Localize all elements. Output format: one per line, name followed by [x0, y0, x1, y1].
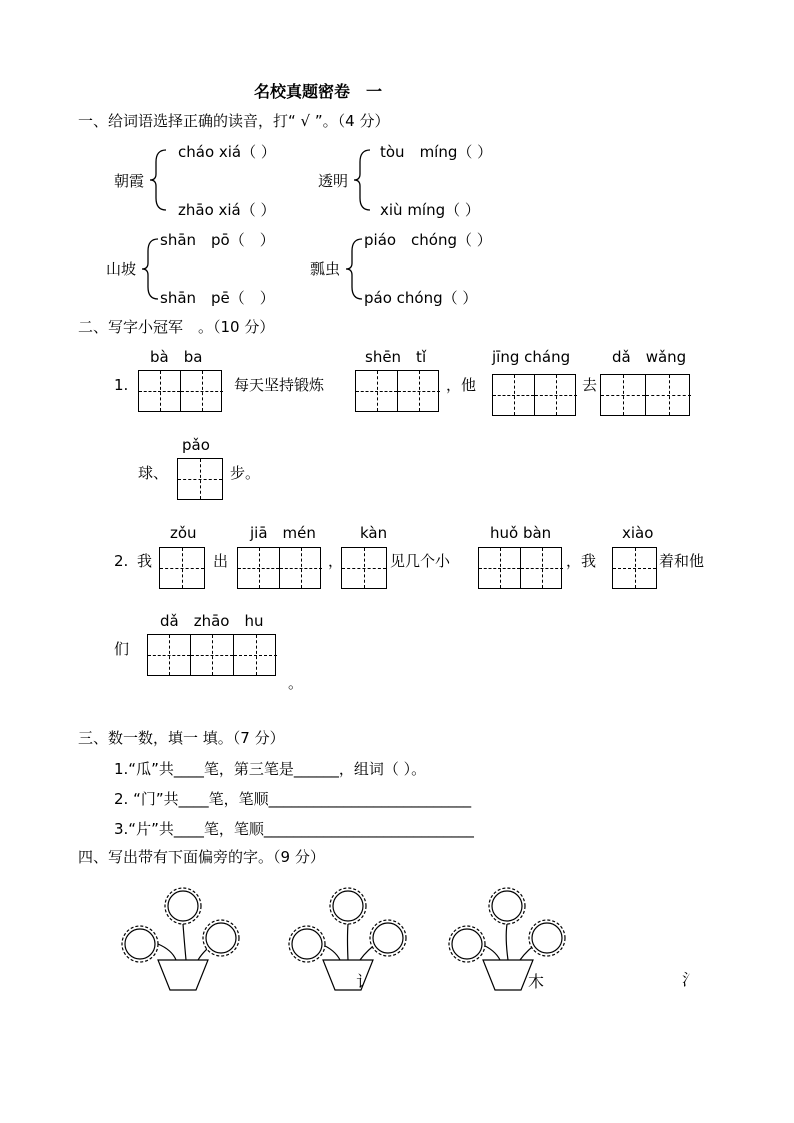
pinyin: bà ba — [150, 348, 203, 366]
option: piáo chóng（ ） — [364, 231, 492, 249]
list-item: 1.“瓜”共____笔，第三笔是______，组词（ ）。 — [114, 760, 427, 778]
word: 朝霞 — [114, 172, 145, 190]
option: shān pō（ ） — [160, 231, 275, 249]
sentence-text: 见几个小 — [390, 552, 451, 570]
section2-heading: 二、写字小冠军 。（10 分） — [78, 318, 275, 336]
section1-heading: 一、给词语选择正确的读音，打“ √ ”。（4 分） — [78, 112, 390, 130]
word: 透明 — [318, 172, 349, 190]
pinyin: pǎo — [182, 436, 210, 454]
sentence-text: 出 — [213, 552, 229, 570]
option: cháo xiá（ ） — [178, 143, 276, 161]
brace-icon — [142, 237, 162, 301]
sentence-text: ， — [328, 552, 344, 570]
option: shān pē（ ） — [160, 289, 275, 307]
pinyin: kàn — [360, 524, 388, 542]
sentence-text: 步。 — [230, 464, 261, 482]
sentence-text: 。 — [288, 674, 304, 692]
writing-grid[interactable] — [147, 634, 276, 676]
question-number: 1. — [114, 376, 129, 394]
writing-grid[interactable] — [600, 374, 690, 416]
pinyin: jīng cháng — [492, 348, 571, 366]
option: tòu míng（ ） — [380, 143, 493, 161]
flower-pot-icon — [118, 878, 258, 1003]
sentence-text: 们 — [114, 640, 130, 658]
pinyin: zǒu — [170, 524, 197, 542]
radical-label: 氵 — [682, 970, 699, 989]
option: zhāo xiá（ ） — [178, 201, 276, 219]
list-item: 3.“片”共____笔，笔顺____________________________ — [114, 820, 474, 838]
section4-heading: 四、写出带有下面偏旁的字。（9 分） — [78, 848, 325, 866]
word: 瓢虫 — [310, 260, 341, 278]
sentence-text: 每天坚持锻炼 — [234, 376, 325, 394]
radical-label: 讠 — [356, 972, 373, 991]
writing-grid[interactable] — [492, 374, 576, 416]
writing-grid[interactable] — [237, 547, 321, 589]
flower-pot-icon — [445, 878, 585, 1003]
brace-icon — [346, 237, 366, 301]
writing-grid[interactable] — [177, 458, 223, 500]
list-item: 2. “门”共____笔，笔顺___________________________ — [114, 790, 472, 808]
pinyin: dǎ zhāo hu — [160, 612, 264, 630]
question-number: 2. — [114, 552, 129, 570]
sentence-text: 我 — [137, 552, 153, 570]
option: xiù míng（ ） — [380, 201, 480, 219]
pinyin: shēn tǐ — [365, 348, 427, 366]
section3-heading: 三、数一数，填一 填。（7 分） — [78, 729, 285, 747]
writing-grid[interactable] — [478, 547, 562, 589]
writing-grid[interactable] — [341, 547, 387, 589]
pinyin: huǒ bàn — [490, 524, 552, 542]
writing-grid[interactable] — [612, 547, 657, 589]
writing-grid[interactable] — [159, 547, 205, 589]
page-title: 名校真题密卷 一 — [254, 82, 383, 101]
sentence-text: 着和他 — [659, 552, 705, 570]
sentence-text: ，他 — [446, 376, 477, 394]
pinyin: xiào — [622, 524, 654, 542]
sentence-text: 去 — [582, 376, 598, 394]
pinyin: dǎ wǎng — [612, 348, 687, 366]
sentence-text: 球、 — [138, 464, 169, 482]
sentence-text: ，我 — [566, 552, 597, 570]
pinyin: jiā mén — [250, 524, 316, 542]
brace-icon — [150, 148, 170, 212]
radical-label: 木 — [528, 972, 545, 991]
writing-grid[interactable] — [355, 370, 439, 412]
flower-pot-icon — [285, 878, 425, 1003]
brace-icon — [354, 148, 374, 212]
writing-grid[interactable] — [138, 370, 222, 412]
option: páo chóng（ ） — [364, 289, 478, 307]
word: 山坡 — [106, 260, 137, 278]
